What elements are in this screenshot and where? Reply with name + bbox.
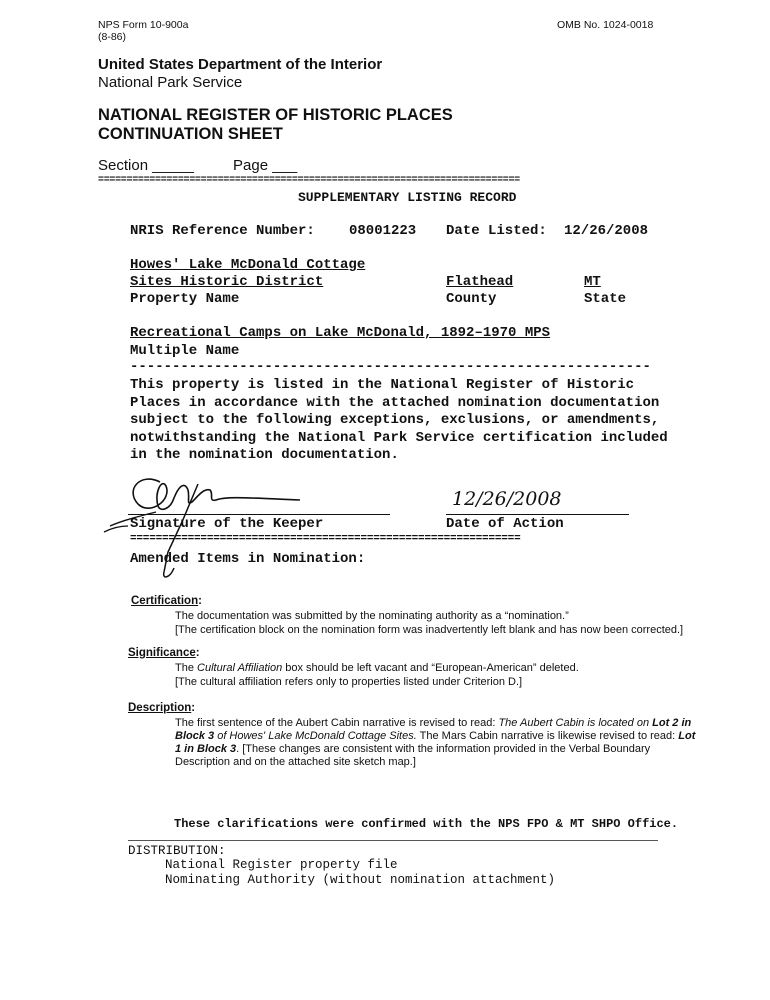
date-listed-label: Date Listed: <box>446 223 547 239</box>
amended-items-label: Amended Items in Nomination: <box>130 551 366 567</box>
description-line2: Block 3 of Howes' Lake McDonald Cottage Sites. The Mars Cabin narrative is likewise revised to read: Lot <box>175 730 696 742</box>
action-date-handwritten: 12/26/2008 <box>452 488 562 510</box>
action-date-label: Date of Action <box>446 516 564 532</box>
distribution-item: Nominating Authority (without nomination attachment) <box>165 873 556 887</box>
statement-line: subject to the following exceptions, exclusions, or amendments, <box>130 412 660 429</box>
state-value: MT <box>584 274 601 290</box>
distribution-item: National Register property file <box>165 858 398 872</box>
omb-number: OMB No. 1024-0018 <box>557 19 654 31</box>
statement-line: notwithstanding the National Park Service certification included <box>130 429 668 446</box>
footer-rule <box>128 840 658 841</box>
action-date-line <box>446 514 629 515</box>
statement-line: This property is listed in the National Register of Historic <box>130 377 635 393</box>
significance-heading: Significance: <box>128 647 200 659</box>
service-name: National Park Service <box>98 74 243 91</box>
description-line3: 1 in Block 3. [These changes are consistent with the information provided in the Verbal Boundary <box>175 743 651 755</box>
form-date: (8-86) <box>98 31 127 43</box>
signature-label: Signature of the Keeper <box>130 516 324 532</box>
significance-line1: The Cultural Affiliation box should be left vacant and “European-American” deleted. <box>175 662 579 674</box>
county-label: County <box>446 291 497 307</box>
listing-statement <box>130 377 668 465</box>
property-name-line2: Sites Historic District <box>130 274 324 290</box>
description-line4: Description and on the attached site sketch map.] <box>175 756 416 768</box>
significance-line2: [The cultural affiliation refers only to properties listed under Criterion D.] <box>175 676 523 688</box>
multiple-name-label: Multiple Name <box>130 343 240 359</box>
certification-line2: [The certification block on the nomination form was inadvertently left blank and has now been corrected.] <box>175 624 684 636</box>
record-heading: SUPPLEMENTARY LISTING RECORD <box>298 190 517 205</box>
property-name-label: Property Name <box>130 291 240 307</box>
nris-value: 08001223 <box>349 223 417 239</box>
description-heading: Description: <box>128 702 196 714</box>
register-title: NATIONAL REGISTER OF HISTORIC PLACES <box>98 106 453 124</box>
equals-divider: ========================================================================== <box>98 175 520 186</box>
continuation-sheet-title: CONTINUATION SHEET <box>98 125 283 143</box>
description-line1: The first sentence of the Aubert Cabin narrative is revised to read: The Aubert Cabin is located on Lot 2 in <box>175 717 692 729</box>
state-label: State <box>584 291 627 307</box>
county-value: Flathead <box>446 274 514 290</box>
property-name-line1: Howes' Lake McDonald Cottage <box>130 257 366 273</box>
distribution-label: DISTRIBUTION: <box>128 844 226 858</box>
multiple-name-value: Recreational Camps on Lake McDonald, 1892–1970 MPS <box>130 325 551 341</box>
section-field: Section _____ <box>98 157 194 174</box>
statement-line: Places in accordance with the attached nomination documentation <box>130 394 660 411</box>
dash-divider: -------------------------------------------------------------- <box>130 359 651 375</box>
certification-heading: Certification: <box>131 595 202 607</box>
significance-title: Significance <box>128 647 196 659</box>
equals-divider-2: ============================================================= <box>130 533 521 545</box>
form-number: NPS Form 10-900a <box>98 19 189 31</box>
description-title: Description <box>128 702 192 714</box>
statement-line: in the nomination documentation. <box>130 447 399 464</box>
confirmation-text: These clarifications were confirmed with the NPS FPO & MT SHPO Office. <box>174 817 679 831</box>
date-listed-value: 12/26/2008 <box>564 223 649 239</box>
certification-title: Certification <box>131 595 199 607</box>
page-field: Page ___ <box>233 157 298 174</box>
department-title: United States Department of the Interior <box>98 56 383 73</box>
certification-line1: The documentation was submitted by the nominating authority as a “nomination.” <box>175 610 569 622</box>
nris-label: NRIS Reference Number: <box>130 223 315 239</box>
